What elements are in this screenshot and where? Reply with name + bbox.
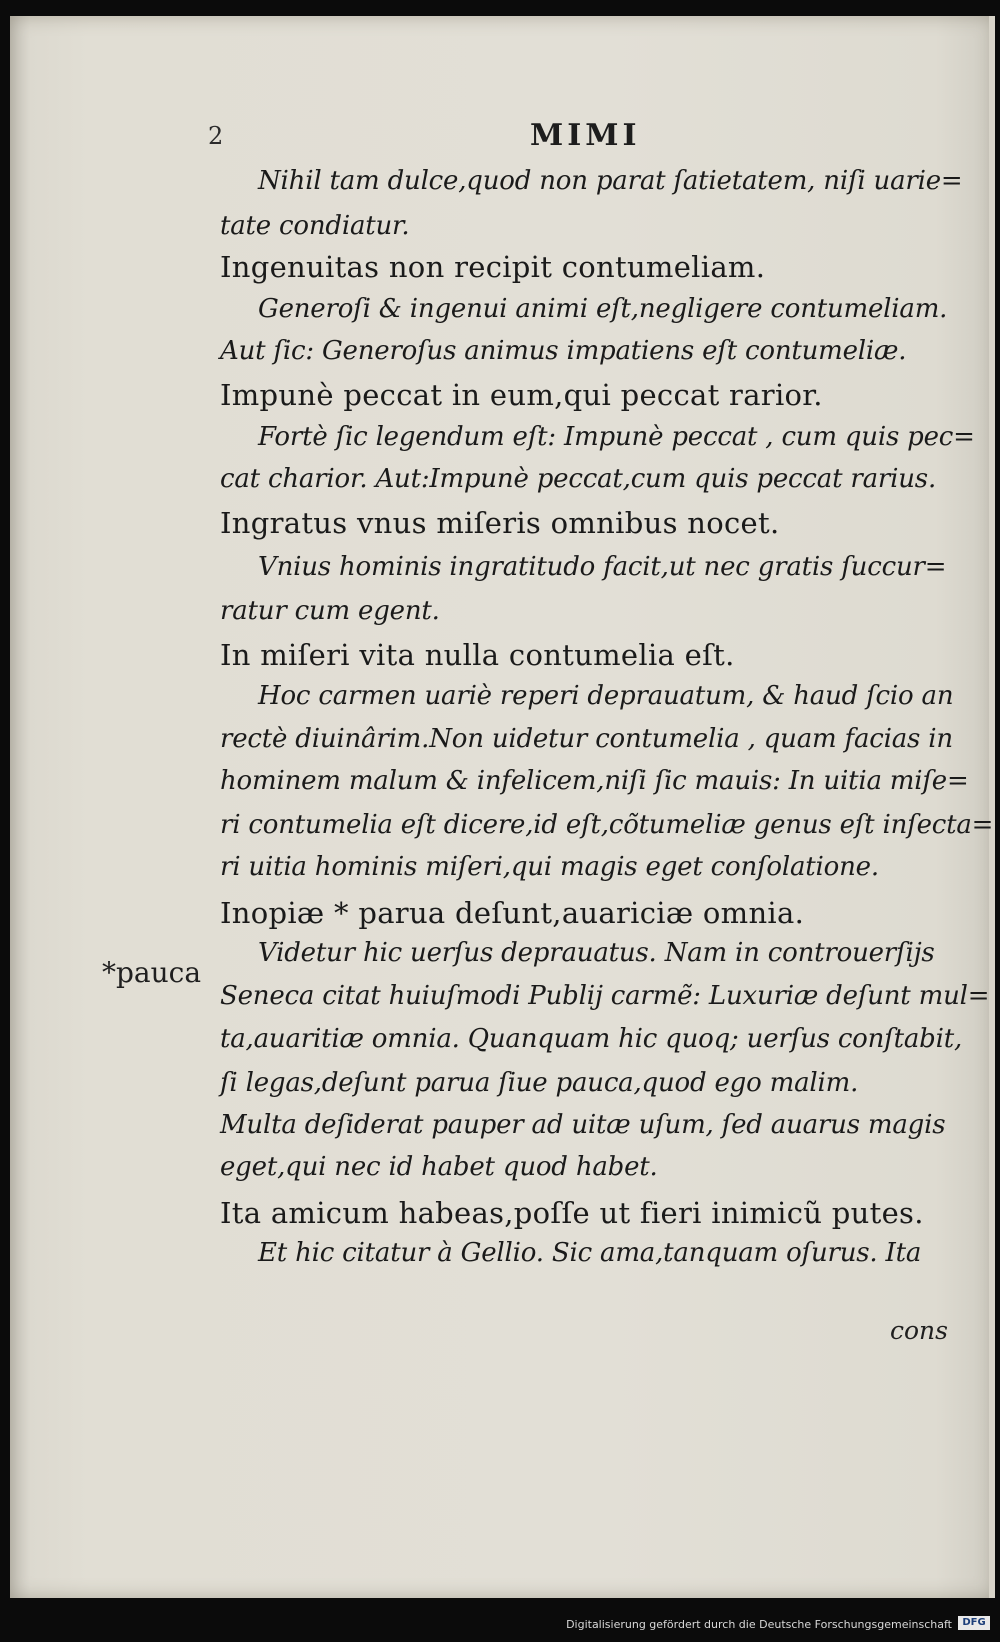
commentary-line: rectè diuinârim.Non uidetur contumelia , quam facias in (220, 724, 953, 754)
commentary-line: ri contumelia eſt dicere,id eſt,cõtumeliæ genus eſt inſecta= (220, 810, 994, 840)
book-page (10, 16, 995, 1598)
commentary-line: Generoſi & ingenui animi eſt,negligere contumeliam. (258, 294, 948, 324)
commentary-line: Vnius hominis ingratitudo facit,ut nec gratis ſuccur= (258, 552, 947, 582)
commentary-line: tate condiatur. (220, 211, 410, 241)
commentary-line: Aut ſic: Generoſus animus impatiens eſt contumeliæ. (220, 336, 907, 366)
commentary-line: ri uitia hominis miſeri,qui magis eget conſolatione. (220, 852, 879, 882)
dfg-logo: DFG (958, 1616, 990, 1630)
commentary-line: Et hic citatur à Gellio. Sic ama,tanquam oſurus. Ita (258, 1238, 922, 1268)
commentary-line: cat charior. Aut:Impunè peccat,cum quis peccat rarius. (220, 464, 937, 494)
verse-line: Ingratus vnus miſeris omnibus nocet. (220, 506, 780, 540)
verse-line: Ingenuitas non recipit contumeliam. (220, 250, 766, 284)
margin-note: *pauca (102, 956, 202, 989)
verse-line: Ita amicum habeas,poſſe ut fieri inimicũ putes. (220, 1196, 924, 1230)
page-edge (989, 16, 995, 1598)
page-header (10, 118, 995, 158)
commentary-line: ſi legas,deſunt parua ſiue pauca,quod ego malim. (220, 1068, 859, 1098)
commentary-line: Hoc carmen uariè reperi deprauatum, & haud ſcio an (258, 681, 954, 711)
commentary-line: hominem malum & infelicem,niſi ſic mauis: In uitia miſe= (220, 766, 969, 796)
commentary-line: ta,auaritiæ omnia. Quanquam hic quoq; uerſus conſtabit, (220, 1024, 963, 1054)
commentary-line: Multa deſiderat pauper ad uitæ uſum, ſed auarus magis (220, 1110, 946, 1140)
verse-line: Inopiæ * parua deſunt,auariciæ omnia. (220, 896, 805, 930)
commentary-line: Seneca citat huiuſmodi Publij carmẽ: Luxuriæ deſunt mul= (220, 981, 990, 1011)
verse-line: Impunè peccat in eum,qui peccat rarior. (220, 378, 823, 412)
running-head: MIMI (530, 118, 641, 153)
commentary-line: Nihil tam dulce,quod non parat ſatietatem, niſi uarie= (258, 166, 963, 196)
commentary-line: Fortè ſic legendum eſt: Impunè peccat , cum quis pec= (258, 422, 975, 452)
page-number: 2 (208, 122, 226, 150)
commentary-line: eget,qui nec id habet quod habet. (220, 1152, 658, 1182)
commentary-line: Videtur hic uerſus deprauatus. Nam in controuerſijs (258, 938, 935, 968)
footer-credit: Digitalisierung gefördert durch die Deutsche Forschungsgemeinschaft (566, 1618, 952, 1631)
commentary-line: ratur cum egent. (220, 596, 440, 626)
verse-line: In miſeri vita nulla contumelia eſt. (220, 638, 735, 672)
catchword: cons (890, 1316, 948, 1345)
